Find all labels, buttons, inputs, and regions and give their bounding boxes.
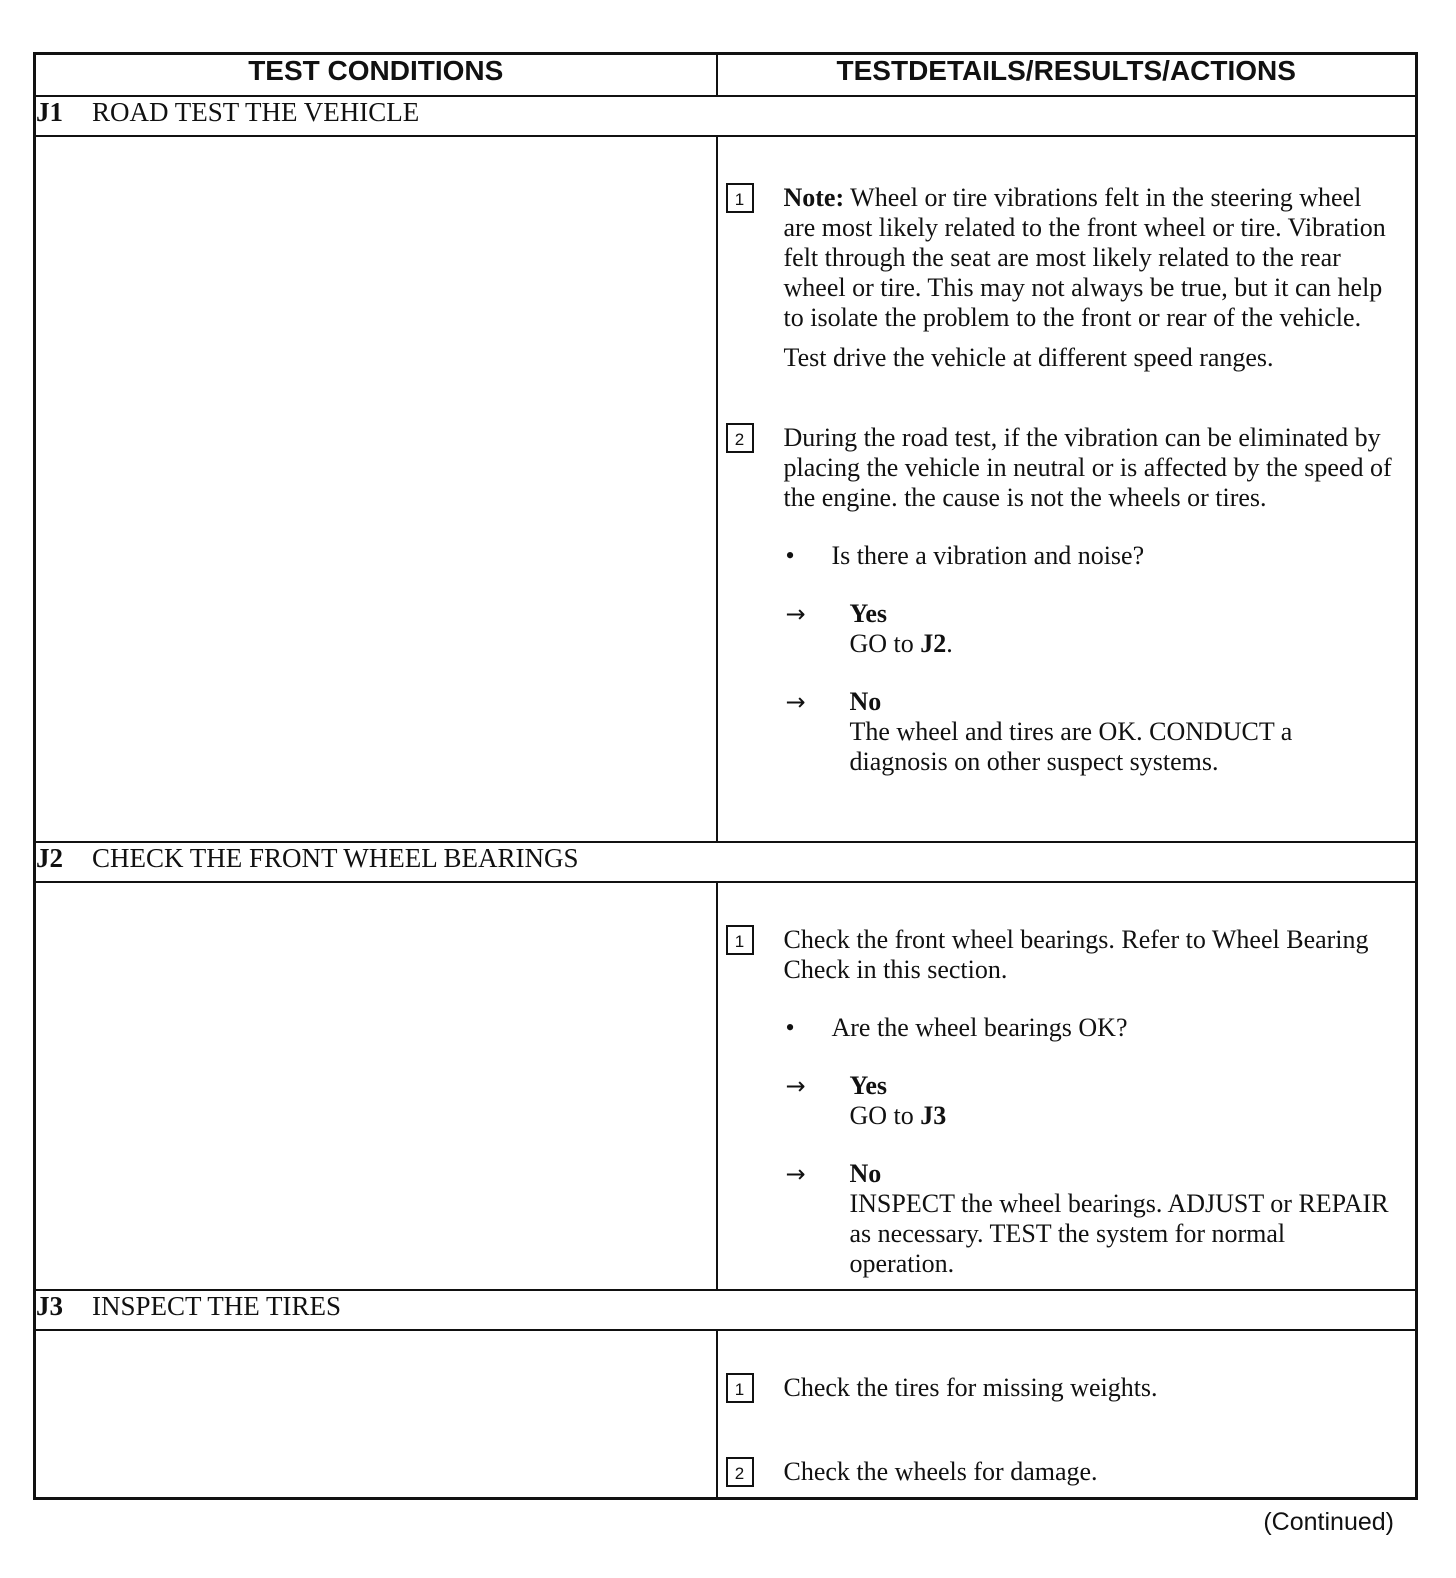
note-label: Note:: [783, 183, 845, 212]
step-title-text: ROAD TEST THE VEHICLE: [92, 97, 420, 127]
test-conditions-cell: [35, 1330, 717, 1499]
substep: [726, 183, 1394, 373]
no-action: The wheel and tires are OK. CONDUCT a diagnosis on other suspect systems.: [849, 717, 1293, 776]
step-title-j2: [35, 842, 1417, 882]
test-conditions-cell: [35, 882, 717, 1290]
header-test-details: TESTDETAILS/RESULTS/ACTIONS: [717, 54, 1417, 97]
substep: [726, 423, 1394, 777]
note-text: Wheel or tire vibrations felt in the steering wheel are most likely related to the front wheel or tire. Vibration felt through the seat are most likely related to the rear wheel or tire. This may not always be true, but it can help to isolate the problem to the front or rear of the vehicle.: [783, 183, 1386, 332]
answer-yes: [784, 599, 1394, 659]
yes-label: Yes: [849, 599, 888, 628]
yes-action: GO to J2.: [849, 629, 953, 658]
no-label: No: [849, 687, 882, 716]
arrow-right-icon: →: [785, 1160, 806, 1188]
yes-action: GO to J3: [849, 1101, 947, 1130]
step-title-j3: [35, 1290, 1417, 1330]
arrow-right-icon: →: [785, 1072, 806, 1100]
instruction-text: Check the tires for missing weights.: [783, 1373, 1158, 1402]
step-reference: J3: [920, 1101, 947, 1130]
test-details-cell: [717, 136, 1417, 842]
substep-number-box: 1: [726, 1373, 754, 1403]
substep-number-box: 2: [726, 423, 754, 453]
substep: [726, 1457, 1394, 1487]
instruction-text: Check the wheels for damage.: [783, 1457, 1098, 1486]
no-action: INSPECT the wheel bearings. ADJUST or REPAIR as necessary. TEST the system for normal operation.: [849, 1189, 1389, 1278]
step-title-text: CHECK THE FRONT WHEEL BEARINGS: [92, 843, 579, 873]
answer-no: [784, 687, 1394, 777]
step-title-row: [35, 1290, 1417, 1330]
step-body-row: [35, 136, 1417, 842]
substep-number-box: 2: [726, 1457, 754, 1487]
instruction-text: Test drive the vehicle at different speed ranges.: [783, 343, 1274, 372]
step-id: J1: [36, 97, 63, 127]
header-test-conditions: TEST CONDITIONS: [35, 54, 717, 97]
bullet-icon: •: [785, 541, 795, 570]
question-text: Are the wheel bearings OK?: [831, 1013, 1128, 1042]
step-id: J2: [36, 843, 63, 873]
arrow-right-icon: →: [785, 600, 806, 628]
no-label: No: [849, 1159, 882, 1188]
note-paragraph: [784, 183, 1394, 333]
step-title-row: [35, 96, 1417, 136]
answer-yes: [784, 1071, 1394, 1131]
diagnostic-table: [33, 52, 1418, 1500]
substep: [726, 925, 1394, 1279]
question-line: [784, 1013, 1394, 1043]
bullet-icon: •: [785, 1013, 795, 1042]
step-title-j1: [35, 96, 1417, 136]
step-body-row: [35, 882, 1417, 1290]
substep-number-box: 1: [726, 925, 754, 955]
test-details-cell: [717, 1330, 1417, 1499]
instruction-text: During the road test, if the vibration can be eliminated by placing the vehicle in neutral or is affected by the speed of the engine. the cause is not the wheels or tires.: [783, 423, 1392, 512]
step-title-text: INSPECT THE TIRES: [92, 1291, 342, 1321]
step-body-row: [35, 1330, 1417, 1499]
question-text: Is there a vibration and noise?: [831, 541, 1145, 570]
question-line: [784, 541, 1394, 571]
instruction-text: Check the front wheel bearings. Refer to Wheel Bearing Check in this section.: [783, 925, 1369, 984]
test-conditions-cell: [35, 136, 717, 842]
step-reference: J2: [920, 629, 947, 658]
step-id: J3: [36, 1291, 63, 1321]
yes-label: Yes: [849, 1071, 888, 1100]
table-header-row: [35, 54, 1417, 97]
continued-label: (Continued): [1263, 1508, 1394, 1536]
test-details-cell: [717, 882, 1417, 1290]
diagnostic-page: [33, 52, 1415, 1500]
arrow-right-icon: →: [785, 688, 806, 716]
step-title-row: [35, 842, 1417, 882]
substep: [726, 1373, 1394, 1403]
answer-no: [784, 1159, 1394, 1279]
substep-number-box: 1: [726, 183, 754, 213]
